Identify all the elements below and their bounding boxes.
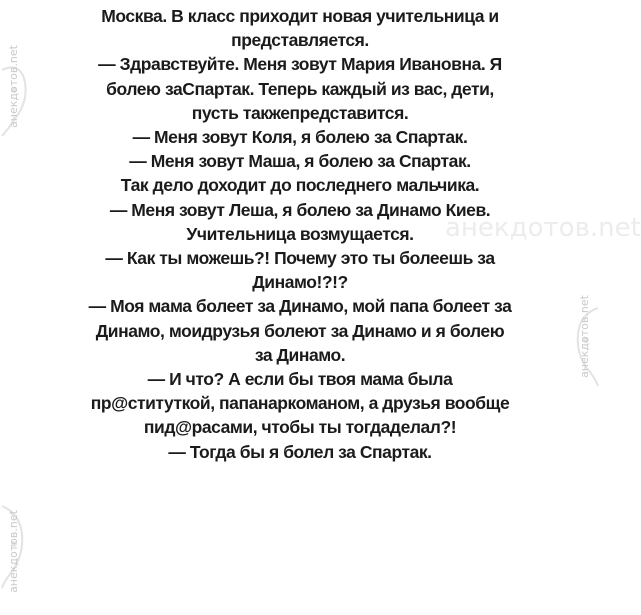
joke-line: Так дело доходит до последнего мальчика. xyxy=(120,175,480,196)
joke-line: пр@ституткой, папанаркоманом, а друзья вообще xyxy=(90,393,510,414)
joke-line: — Тогда бы я болел за Спартак. xyxy=(168,441,432,462)
joke-line: представляется. xyxy=(231,30,369,51)
joke-line: — Меня зовут Леша, я болею за Динамо Киев. xyxy=(109,199,491,220)
watermark-right: анекдотов.net xyxy=(578,295,592,378)
joke-line: — И что? А если бы твоя мама была xyxy=(147,369,453,390)
joke-line: пусть такжепредставится. xyxy=(191,102,409,123)
joke-line: за Динамо. xyxy=(254,344,346,365)
joke-line: Учительница возмущается. xyxy=(186,223,414,244)
joke-line: — Меня зовут Коля, я болею за Спартак. xyxy=(132,127,468,148)
joke-line: — Как ты можешь?! Почему это ты болеешь за xyxy=(105,248,495,269)
joke-line: Динамо, моидрузья болеют за Динамо и я болею xyxy=(95,320,505,341)
watermark-center: анекдотов.net xyxy=(445,213,641,243)
watermark-left-bottom: анекдотов.net xyxy=(6,510,20,593)
joke-line: пид@расами, чтобы ты тогдаделал?! xyxy=(143,417,457,438)
joke-line: — Здравствуйте. Меня зовут Мария Ивановна. Я xyxy=(98,54,502,75)
joke-line: — Моя мама болеет за Динамо, мой папа болеет за xyxy=(88,296,512,317)
joke-line: Москва. В класс приходит новая учительница и xyxy=(101,6,499,26)
watermark-left-top: анекдотов.net xyxy=(6,45,20,128)
joke-line: болею заСпартак. Теперь каждый из вас, дети, xyxy=(106,78,494,99)
joke-line: Динамо!?!? xyxy=(252,272,348,293)
joke-text xyxy=(6,4,594,464)
joke-line: — Меня зовут Маша, я болею за Спартак. xyxy=(129,151,471,172)
